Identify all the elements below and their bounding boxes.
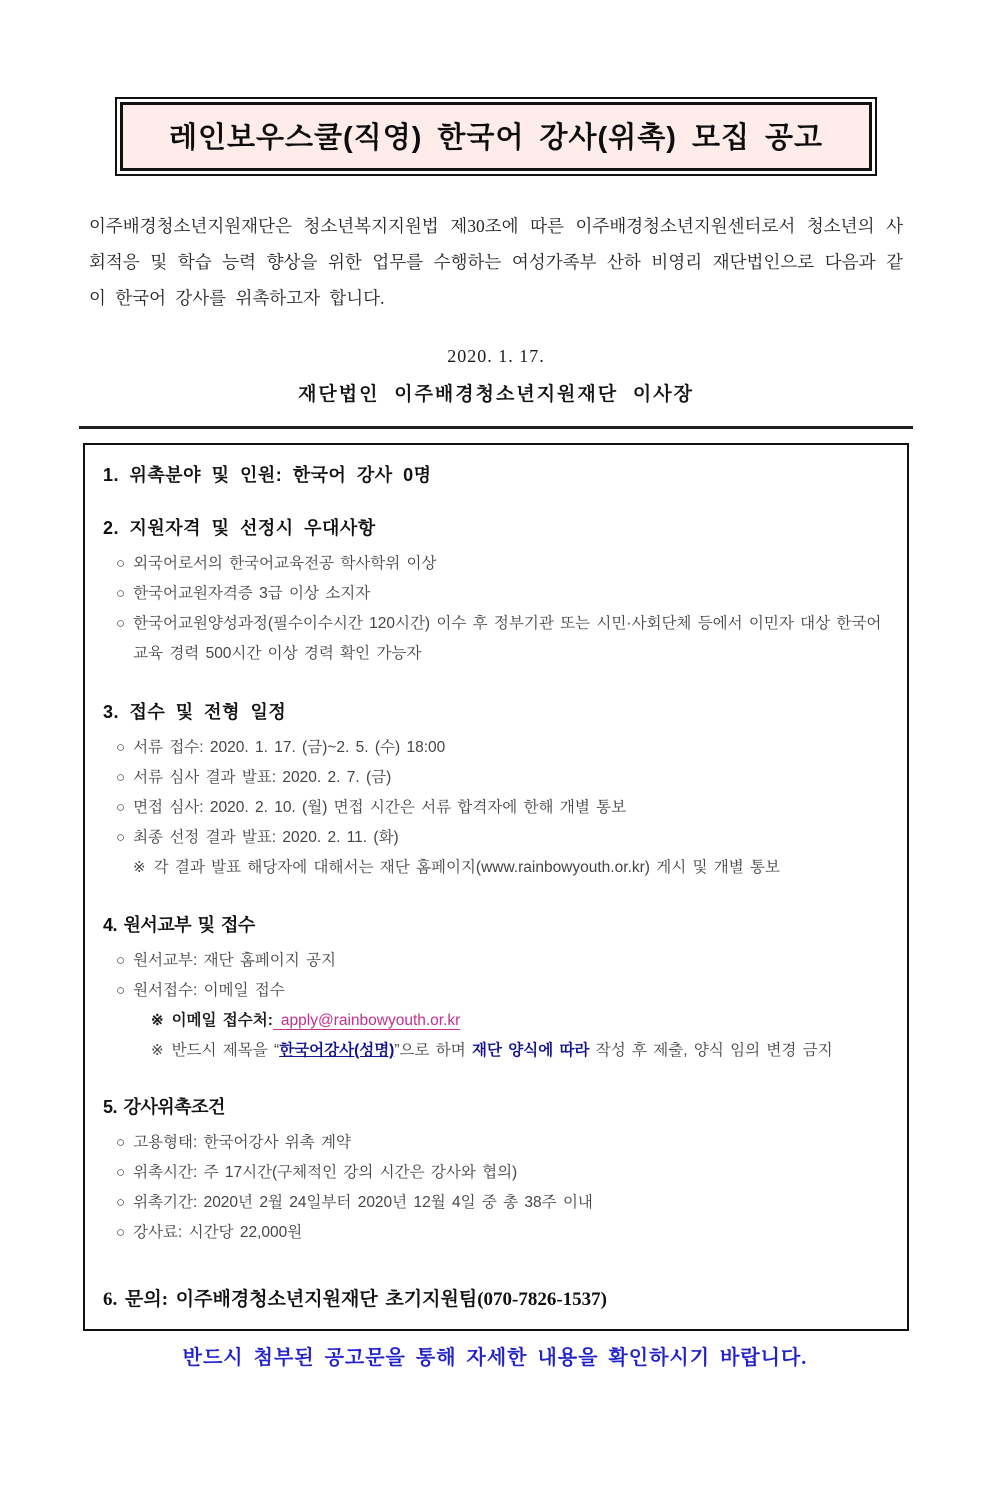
circle-bullet-icon: ○	[116, 799, 126, 816]
section-contact	[103, 1284, 887, 1311]
list-item-text: 원서접수: 이메일 접수	[133, 982, 285, 999]
circle-bullet-icon: ○	[116, 982, 126, 999]
circle-bullet-icon: ○	[116, 555, 126, 572]
circle-bullet-icon: ○	[116, 615, 126, 632]
format-note-mid: ”으로 하며	[394, 1042, 473, 1059]
circle-bullet-icon: ○	[116, 1164, 126, 1181]
circle-bullet-icon: ○	[116, 739, 126, 756]
intro-paragraph: 이주배경청소년지원재단은 청소년복지지원법 제30조에 따른 이주배경청소년지원센터로서 청소년의 사회적응 및 학습 능력 향상을 위한 업무를 수행하는 여성가족부 산하 비영리 재단법인으로 다음과 같이 한국어 강사를 위촉하고자 합니다.	[89, 216, 903, 308]
notice-title: 레인보우스쿨(직영) 한국어 강사(위촉) 모집 공고	[168, 122, 824, 154]
section-qualifications	[103, 514, 887, 669]
list-item	[103, 579, 887, 609]
circle-bullet-icon: ○	[116, 1224, 126, 1241]
list-item-text: 위촉시간: 주 17시간(구체적인 강의 시간은 강사와 협의)	[133, 1164, 518, 1181]
section3-heading: 3. 접수 및 전형 일정	[103, 702, 287, 722]
email-note	[103, 1006, 887, 1036]
subject-format-text: 한국어강사(성명)	[279, 1042, 395, 1059]
notice-body-box	[83, 443, 909, 1369]
list-item-text: 강사료: 시간당 22,000원	[133, 1224, 303, 1241]
list-item-text: 위촉기간: 2020년 2월 24일부터 2020년 12월 4일 중 총 38주 이내	[133, 1194, 593, 1211]
section6-heading: 6. 문의: 이주배경청소년지원재단 초기지원팀(070-7826-1537)	[103, 1289, 608, 1310]
list-item	[103, 733, 887, 763]
qualification-list	[103, 549, 887, 669]
signer-line: 재단법인 이주배경청소년지원재단 이사장	[298, 384, 694, 405]
list-item	[103, 823, 887, 853]
circle-bullet-icon: ○	[116, 1194, 126, 1211]
email-label: 이메일 접수처:	[171, 1012, 273, 1029]
email-link[interactable]: apply@rainbowyouth.or.kr	[273, 1012, 460, 1030]
list-item	[103, 1218, 887, 1248]
notice-date: 2020. 1. 17.	[447, 346, 545, 366]
list-item	[103, 793, 887, 823]
email-note-text	[172, 1006, 887, 1036]
reference-mark-icon: ※	[133, 859, 146, 876]
horizontal-rule	[79, 426, 913, 429]
format-note	[103, 1036, 887, 1066]
section-application	[103, 911, 887, 1066]
section-appointment-field	[103, 461, 887, 487]
notice-title-inner	[120, 102, 872, 171]
schedule-note	[103, 853, 887, 883]
list-item-text: 한국어교원자격증 3급 이상 소지자	[133, 585, 371, 602]
circle-bullet-icon: ○	[116, 769, 126, 786]
circle-bullet-icon: ○	[116, 585, 126, 602]
notice-title-box	[115, 97, 877, 176]
reference-mark-icon: ※	[151, 1012, 164, 1029]
list-item-text: 서류 접수: 2020. 1. 17. (금)~2. 5. (수) 18:00	[133, 739, 446, 756]
list-item-text: 한국어교원양성과정(필수이수시간 120시간) 이수 후 정부기관 또는 시민·사회단체 등에서 이민자 대상 한국어 교육 경력 500시간 이상 경력 확인 가능자	[133, 615, 882, 662]
list-item	[103, 1128, 887, 1158]
list-item-text: 원서교부: 재단 홈페이지 공지	[133, 952, 336, 969]
circle-bullet-icon: ○	[116, 952, 126, 969]
list-item	[103, 763, 887, 793]
section5-heading: 5. 강사위촉조건	[103, 1097, 225, 1117]
schedule-note-text: 각 결과 발표 해당자에 대해서는 재단 홈페이지(www.rainbowyouth.or.kr) 게시 및 개별 통보	[153, 859, 780, 876]
schedule-list	[103, 733, 887, 853]
circle-bullet-icon: ○	[116, 1134, 126, 1151]
conditions-list	[103, 1128, 887, 1248]
application-list	[103, 946, 887, 1006]
list-item	[103, 946, 887, 976]
reference-mark-icon: ※	[151, 1042, 164, 1059]
circle-bullet-icon: ○	[116, 829, 126, 846]
section4-heading: 4. 원서교부 및 접수	[103, 915, 255, 935]
section1-heading: 1. 위촉분야 및 인원: 한국어 강사 0명	[103, 465, 432, 485]
list-item-text: 외국어로서의 한국어교육전공 학사학위 이상	[133, 555, 437, 572]
format-note-prefix: 반드시 제목을 “	[171, 1042, 280, 1059]
format-note-suffix: 작성 후 제출, 양식 임의 변경 금지	[589, 1042, 833, 1059]
foundation-form-text: 재단 양식에 따라	[472, 1042, 590, 1059]
section-schedule	[103, 698, 887, 883]
list-item-text: 면접 심사: 2020. 2. 10. (월) 면접 시간은 서류 합격자에 한해 개별 통보	[133, 799, 627, 816]
footer-attachment-note: 반드시 첨부된 공고문을 통해 자세한 내용을 확인하시기 바랍니다.	[182, 1347, 808, 1369]
format-note-text	[172, 1036, 887, 1066]
list-item	[103, 549, 887, 579]
section2-heading: 2. 지원자격 및 선정시 우대사항	[103, 518, 376, 538]
list-item-text: 고용형태: 한국어강사 위촉 계약	[133, 1134, 351, 1151]
list-item	[103, 609, 887, 669]
list-item-text: 서류 심사 결과 발표: 2020. 2. 7. (금)	[133, 769, 392, 786]
section-conditions	[103, 1093, 887, 1248]
list-item	[103, 1188, 887, 1218]
list-item	[103, 1158, 887, 1188]
list-item	[103, 976, 887, 1006]
list-item-text: 최종 선정 결과 발표: 2020. 2. 11. (화)	[133, 829, 399, 846]
